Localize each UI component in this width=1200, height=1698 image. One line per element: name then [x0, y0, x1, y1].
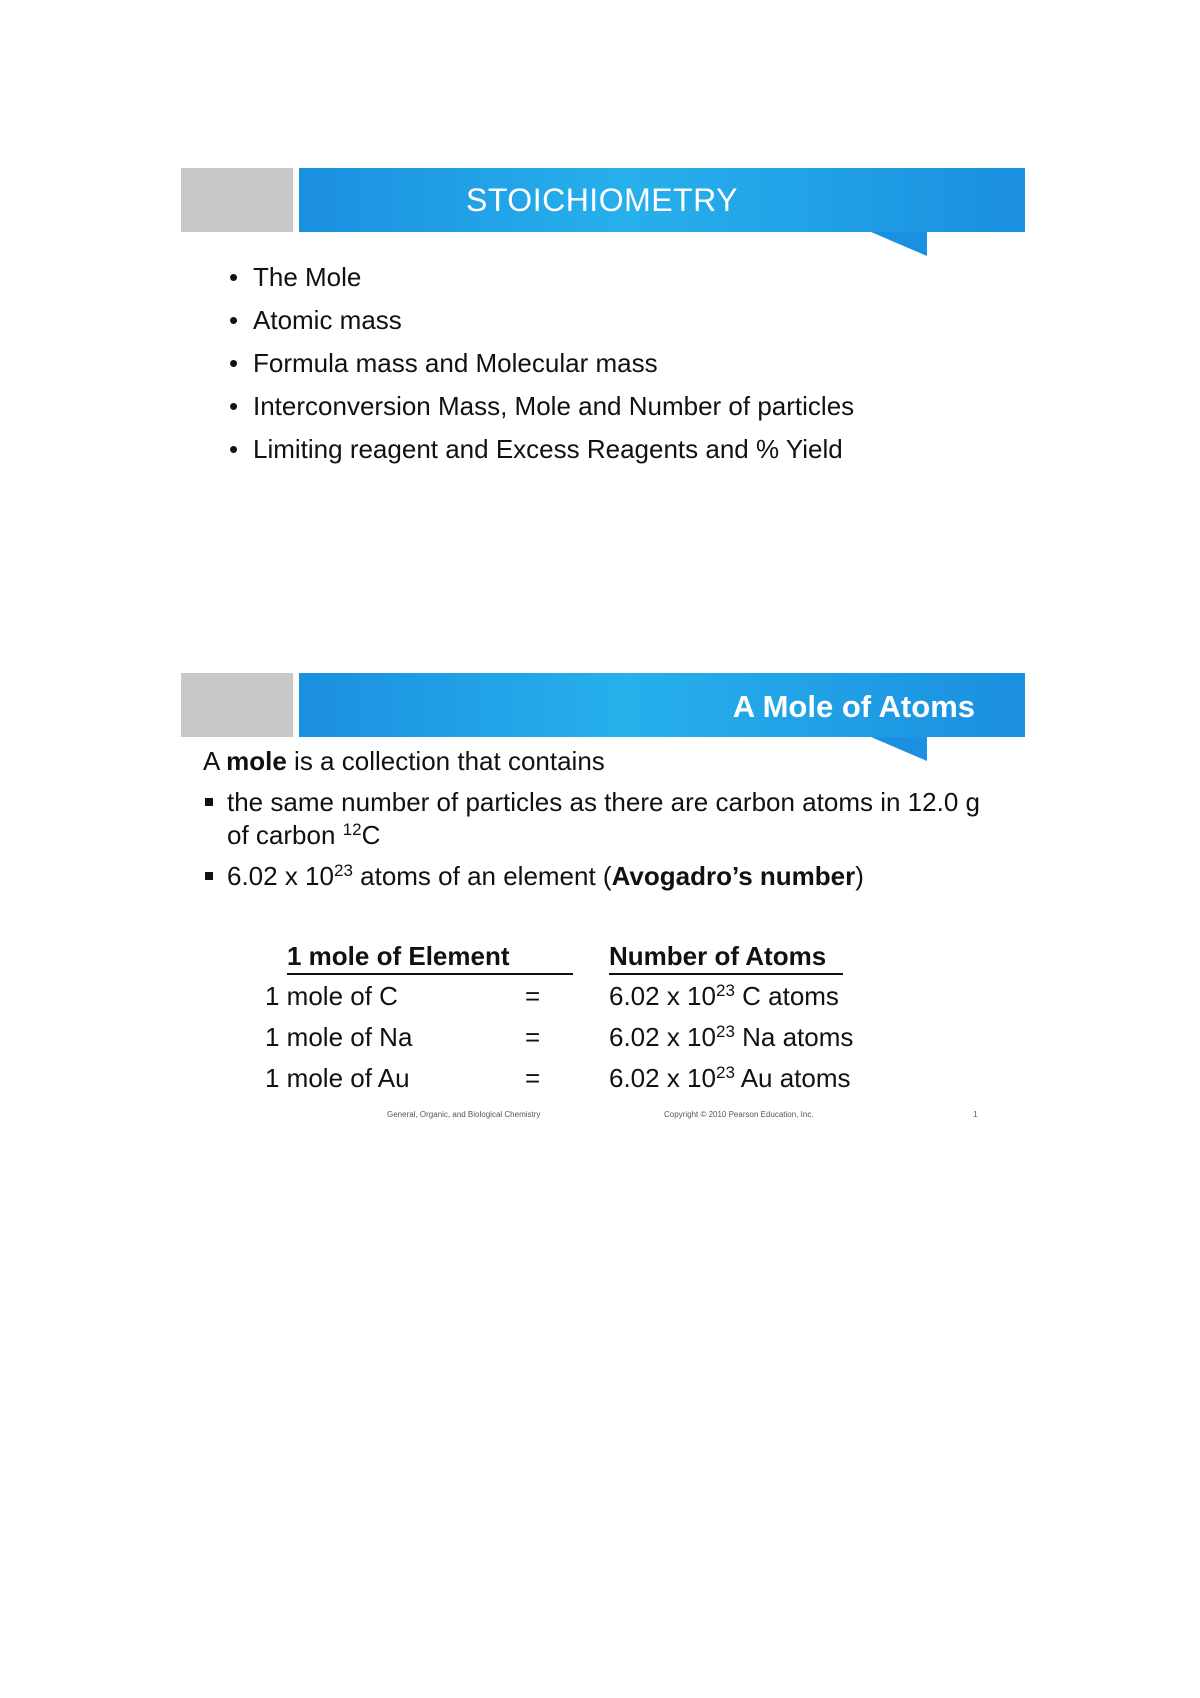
- list-item: • Atomic mass: [229, 299, 854, 342]
- header-tail-shape: [871, 737, 927, 761]
- table-header-atoms: Number of Atoms: [609, 941, 827, 971]
- list-item: • Interconversion Mass, Mole and Number of particles: [229, 385, 854, 428]
- table-row: 1 mole of Na = 6.02 x $10^{23}$ Na atoms: [265, 1022, 854, 1052]
- list-item: the same number of particles as there are carbon atoms in 12.0 g of carbon $^{12}$C: [203, 786, 1003, 852]
- header-tail-shape: [871, 232, 927, 256]
- footer-page-number: 1: [973, 1110, 978, 1119]
- table-header-element: 1 mole of Element: [287, 941, 510, 971]
- list-item: 6.02 x $10^{23}$ atoms of an element (Avogadro’s number): [203, 860, 1003, 893]
- square-bullet-icon: [205, 798, 213, 806]
- bullet-icon: •: [229, 434, 239, 464]
- footer-book-title: General, Organic, and Biological Chemistry: [387, 1110, 541, 1119]
- footer-copyright: Copyright © 2010 Pearson Education, Inc.: [664, 1110, 814, 1119]
- header-underline: [609, 973, 843, 975]
- table-row: 1 mole of C = 6.02 x $10^{23}$ C atoms: [265, 981, 839, 1011]
- definition-points: [203, 786, 1003, 901]
- slide-header: [181, 168, 1025, 232]
- list-item: • Formula mass and Molecular mass: [229, 342, 854, 385]
- list-item: • Limiting reagent and Excess Reagents and % Yield: [229, 428, 854, 471]
- bullet-icon: •: [229, 305, 239, 335]
- slide-stoichiometry: [181, 168, 1025, 498]
- header-underline: [287, 973, 573, 975]
- topic-list: [229, 256, 854, 471]
- mole-definition: A mole is a collection that contains: [203, 746, 605, 776]
- header-gray-block: [181, 673, 293, 737]
- slide-header: [181, 673, 1025, 737]
- bullet-icon: •: [229, 262, 239, 292]
- bullet-icon: •: [229, 348, 239, 378]
- table-row: 1 mole of Au = 6.02 x $10^{23}$ Au atoms: [265, 1063, 851, 1093]
- square-bullet-icon: [205, 872, 213, 880]
- bullet-icon: •: [229, 391, 239, 421]
- slide-title: A Mole of Atoms: [732, 689, 975, 724]
- slide-title: STOICHIOMETRY: [465, 182, 738, 218]
- header-gray-block: [181, 168, 293, 232]
- list-item: • The Mole: [229, 256, 854, 299]
- slide-mole-of-atoms: [181, 673, 1025, 1128]
